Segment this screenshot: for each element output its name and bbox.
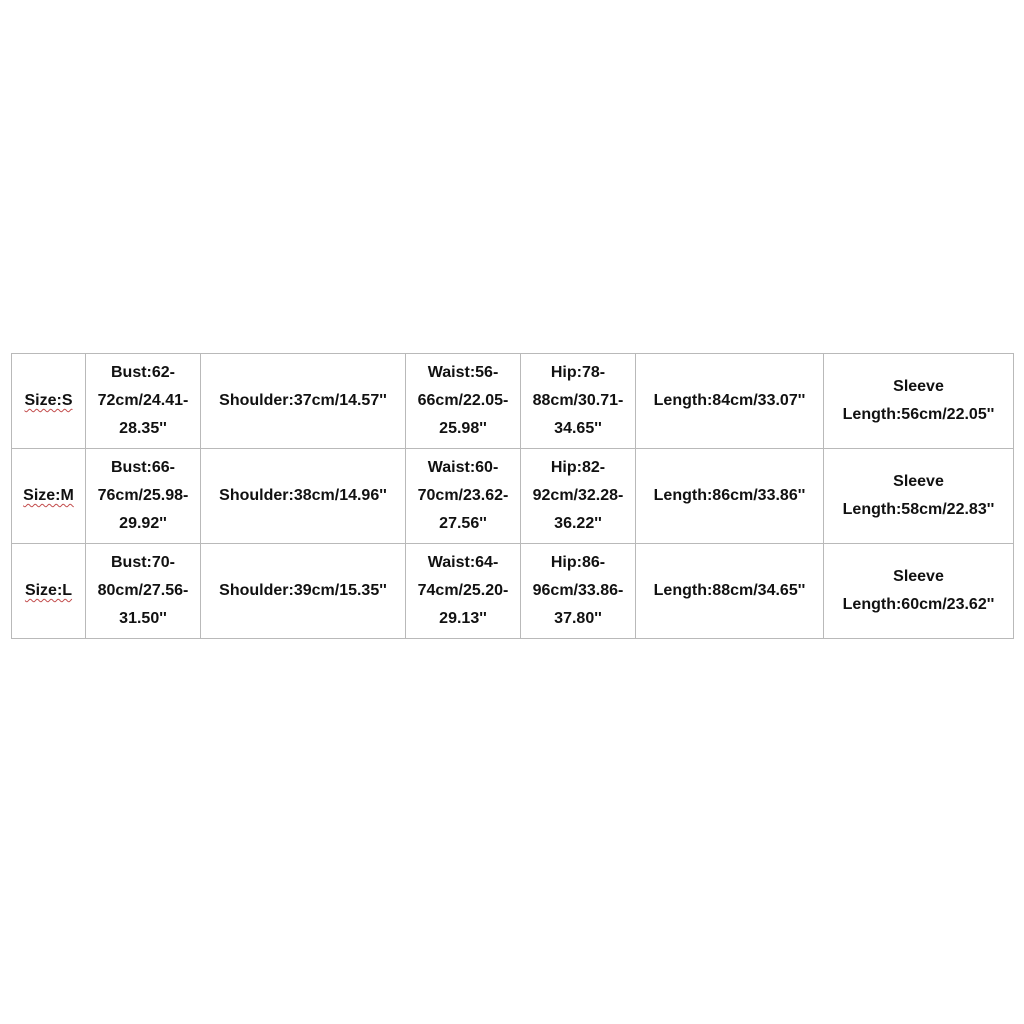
waist-line: 29.13'' (439, 610, 487, 627)
table-row (12, 354, 1014, 449)
waist-line: 66cm/22.05- (417, 392, 509, 409)
hip-line: 37.80'' (554, 610, 602, 627)
sleeve-line: Length:56cm/22.05'' (842, 406, 995, 423)
sleeve-line: Length:60cm/23.62'' (842, 596, 995, 613)
hip-cell (521, 544, 636, 639)
sleeve-cell (824, 449, 1014, 544)
hip-line: Hip:86- (550, 554, 606, 571)
hip-line: 34.65'' (554, 420, 602, 437)
bust-line: Bust:66- (110, 459, 175, 476)
waist-line: 25.98'' (439, 420, 487, 437)
shoulder-cell: Shoulder:38cm/14.96'' (201, 449, 406, 544)
bust-line: Bust:62- (110, 364, 175, 381)
bust-cell (86, 449, 201, 544)
waist-line: 70cm/23.62- (417, 487, 509, 504)
hip-cell (521, 354, 636, 449)
waist-line: Waist:60- (427, 459, 499, 476)
bust-line: 29.92'' (119, 515, 167, 532)
size-label: Size:L (12, 544, 86, 639)
hip-line: Hip:78- (550, 364, 606, 381)
table-row (12, 544, 1014, 639)
waist-line: 74cm/25.20- (417, 582, 509, 599)
bust-line: 31.50'' (119, 610, 167, 627)
hip-line: 88cm/30.71- (532, 392, 624, 409)
bust-cell (86, 354, 201, 449)
length-cell: Length:88cm/34.65'' (636, 544, 824, 639)
sleeve-line: Sleeve (893, 473, 944, 490)
sleeve-line: Sleeve (893, 378, 944, 395)
shoulder-cell: Shoulder:39cm/15.35'' (201, 544, 406, 639)
hip-line: 96cm/33.86- (532, 582, 624, 599)
hip-line: 36.22'' (554, 515, 602, 532)
waist-line: Waist:56- (427, 364, 499, 381)
bust-line: 80cm/27.56- (97, 582, 189, 599)
bust-line: 28.35'' (119, 420, 167, 437)
waist-line: Waist:64- (427, 554, 499, 571)
waist-cell (406, 544, 521, 639)
bust-cell (86, 544, 201, 639)
sleeve-cell (824, 354, 1014, 449)
sleeve-line: Sleeve (893, 568, 944, 585)
hip-line: Hip:82- (550, 459, 606, 476)
bust-line: Bust:70- (110, 554, 175, 571)
size-label: Size:S (12, 354, 86, 449)
waist-cell (406, 449, 521, 544)
bust-line: 76cm/25.98- (97, 487, 189, 504)
length-cell: Length:84cm/33.07'' (636, 354, 824, 449)
sleeve-line: Length:58cm/22.83'' (842, 501, 995, 518)
shoulder-cell: Shoulder:37cm/14.57'' (201, 354, 406, 449)
bust-line: 72cm/24.41- (97, 392, 189, 409)
size-label: Size:M (12, 449, 86, 544)
hip-line: 92cm/32.28- (532, 487, 624, 504)
hip-cell (521, 449, 636, 544)
table-row (12, 449, 1014, 544)
sleeve-cell (824, 544, 1014, 639)
length-cell: Length:86cm/33.86'' (636, 449, 824, 544)
size-chart-table (11, 353, 1014, 639)
waist-cell (406, 354, 521, 449)
waist-line: 27.56'' (439, 515, 487, 532)
